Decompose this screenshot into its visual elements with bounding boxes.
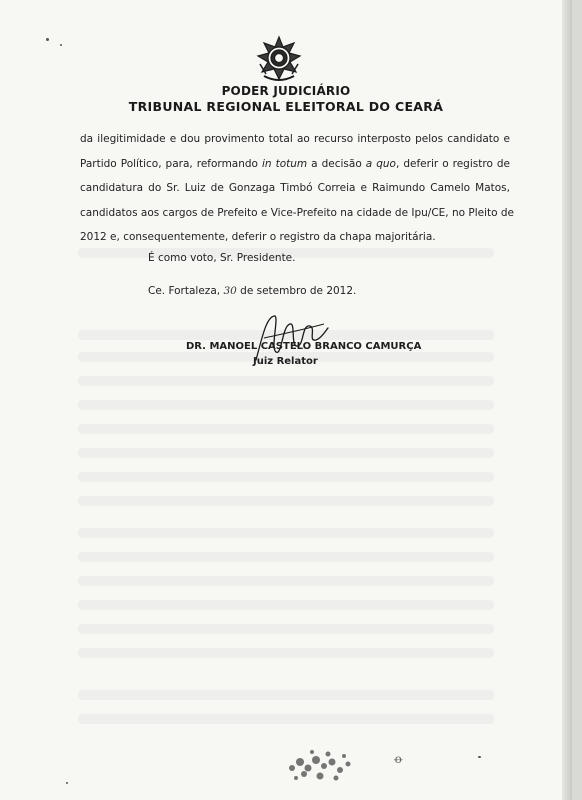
paragraph-line: candidatos aos cargos de Prefeito e Vice-Prefeito na cidade de Ipu/CE, no Pleito de	[80, 206, 515, 219]
paragraph-line: 2012 e, consequentemente, deferir o registro da chapa majoritária.	[80, 231, 436, 243]
bleed-through-line	[78, 496, 494, 506]
institution-header: PODER JUDICIÁRIO	[221, 84, 351, 98]
signer-role: Juiz Relator	[253, 356, 318, 367]
coat-of-arms-emblem	[254, 34, 304, 84]
place-and-date	[148, 285, 356, 297]
paragraph-line: candidatura do Sr. Luiz de Gonzaga Timbó Correia e Raimundo Camelo Matos,	[80, 182, 510, 194]
handwritten-day: 30	[223, 285, 237, 297]
bleed-through-line	[78, 552, 494, 562]
scan-speck	[66, 782, 68, 784]
bleed-through-line	[78, 648, 494, 658]
bleed-through-line	[78, 528, 494, 538]
date-suffix: de setembro de 2012.	[236, 285, 357, 297]
page-edge-shadow	[562, 0, 572, 800]
paragraph-line	[80, 152, 510, 177]
bleed-through-line	[78, 576, 494, 586]
bleed-through-line	[78, 448, 494, 458]
text-segment: Partido Político, para, reformando	[80, 157, 262, 170]
scan-speck	[60, 44, 62, 46]
bleed-through-line	[78, 400, 494, 410]
bleed-through-line	[78, 690, 494, 700]
bleed-through-line	[78, 472, 494, 482]
latin-term: a quo	[365, 157, 396, 170]
date-prefix: Ce. Fortaleza,	[148, 285, 224, 297]
scan-speck	[46, 38, 49, 41]
stamp-smudge	[278, 738, 368, 788]
court-header: TRIBUNAL REGIONAL ELEITORAL DO CEARÁ	[128, 99, 444, 114]
pen-mark: ꝋ	[394, 752, 403, 766]
decision-paragraph	[80, 127, 515, 250]
text-segment: a decisão	[307, 157, 366, 170]
bleed-through-line	[78, 424, 494, 434]
text-segment: , deferir o registro de	[395, 157, 511, 170]
bleed-through-line	[78, 624, 494, 634]
latin-term: in totum	[262, 157, 308, 170]
closing-vote-statement: É como voto, Sr. Presidente.	[148, 252, 296, 264]
paragraph-line: da ilegitimidade e dou provimento total ao recurso interposto pelos candidato e	[80, 133, 510, 145]
bleed-through-line	[78, 376, 494, 386]
signer-name: DR. MANOEL CASTELO BRANCO CAMURÇA	[186, 341, 422, 352]
bleed-through-line	[78, 714, 494, 724]
bleed-through-line	[78, 600, 494, 610]
scan-speck	[478, 756, 481, 758]
